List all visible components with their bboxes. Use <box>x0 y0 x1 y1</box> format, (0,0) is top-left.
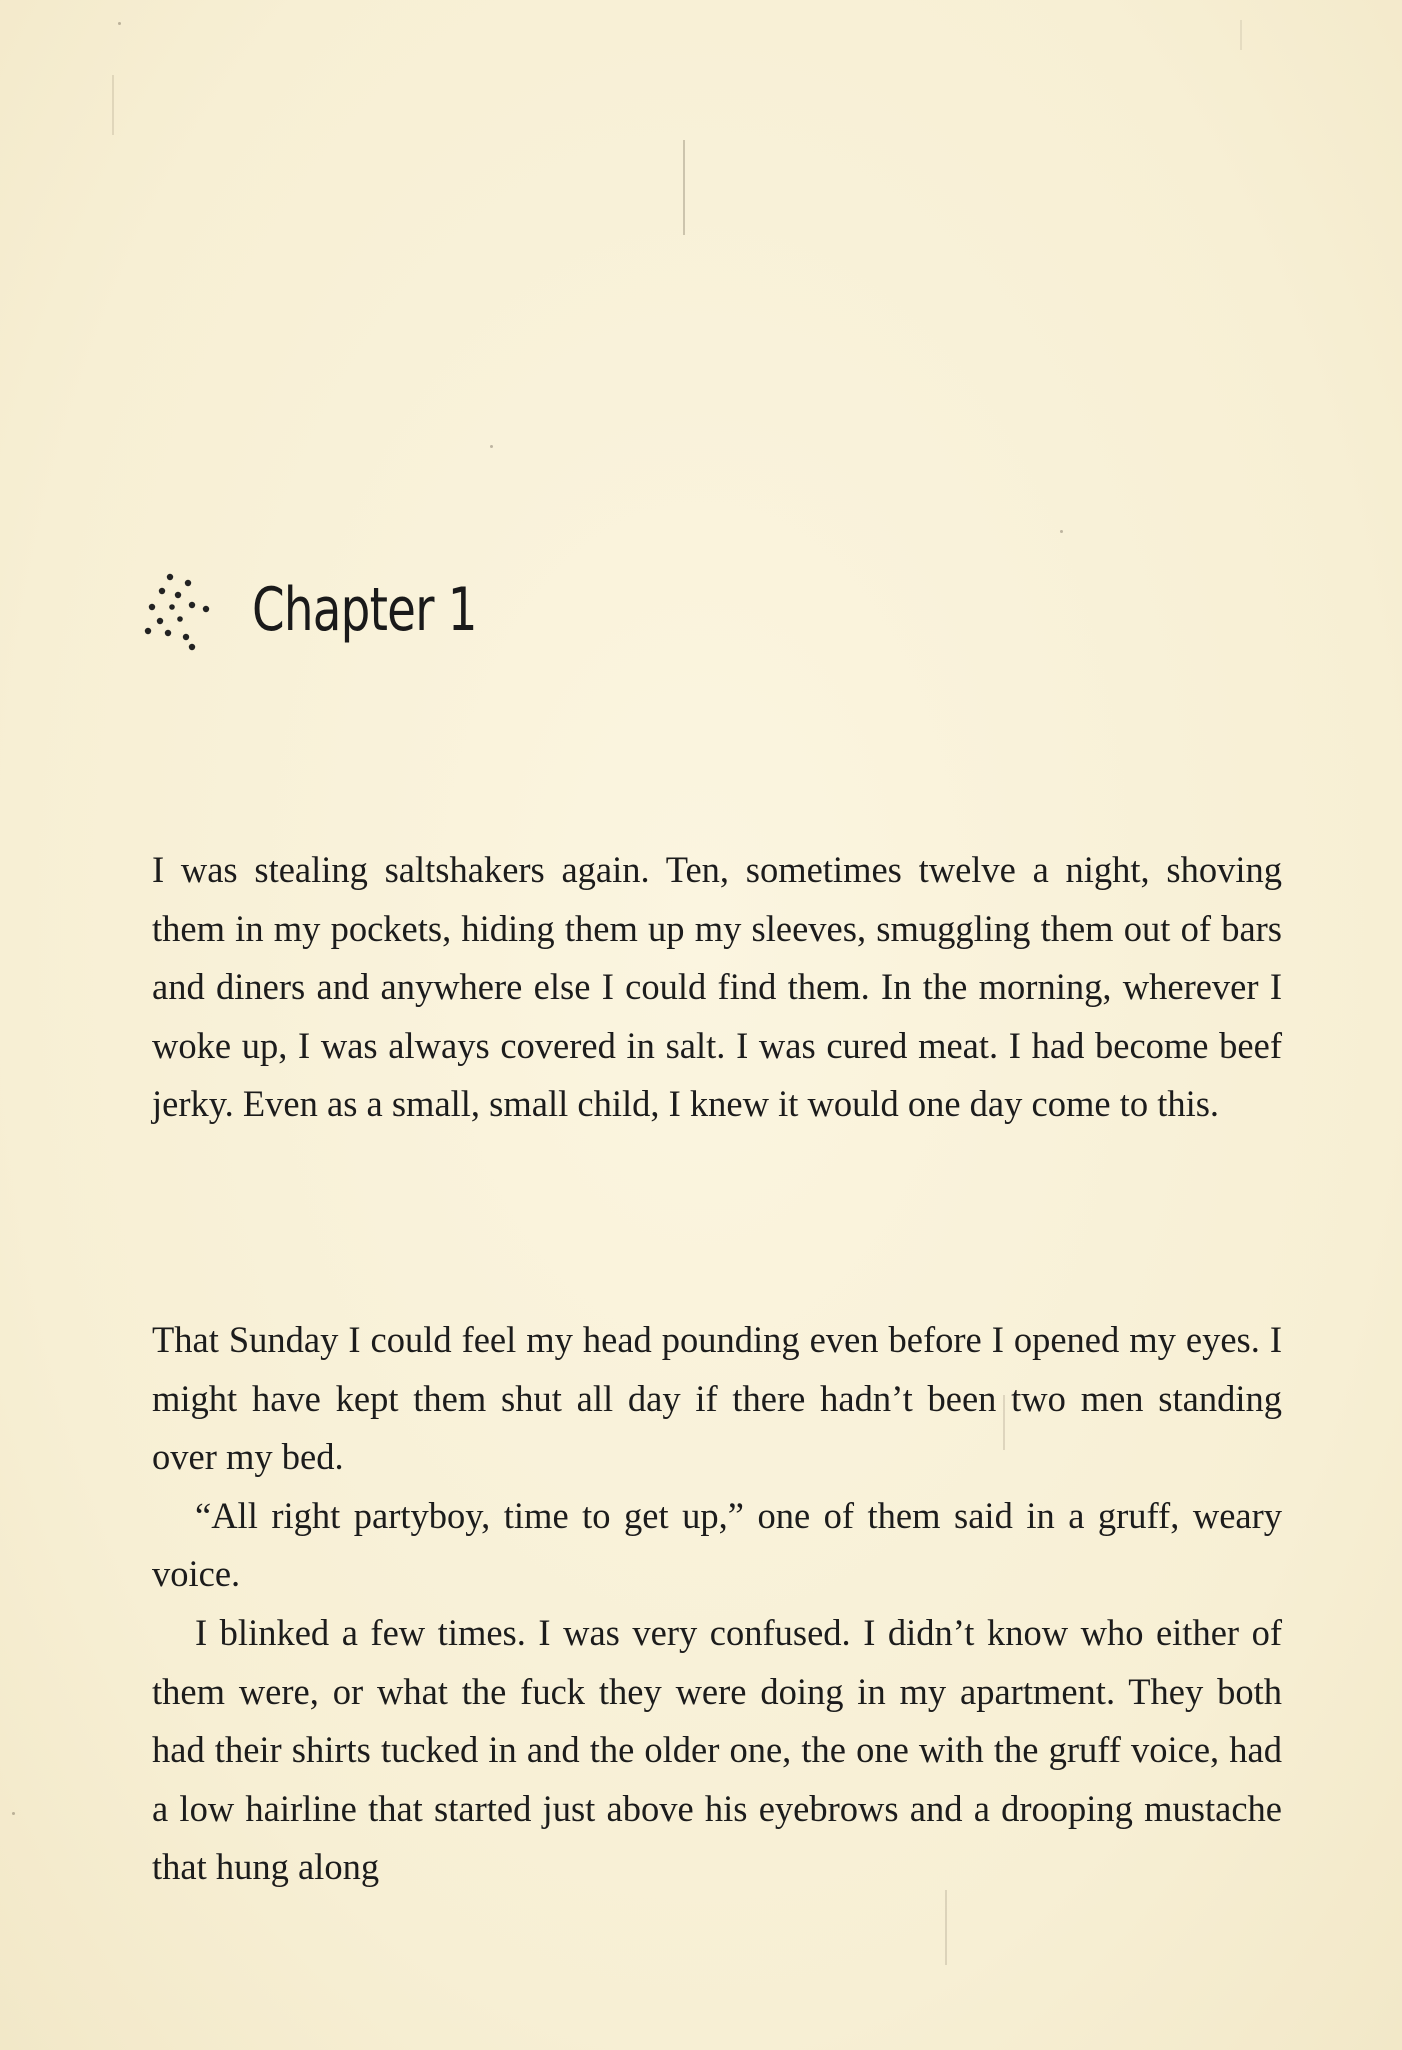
paragraph: That Sunday I could feel my head pounding even before I opened my eyes. I might have kept them shut all day if there hadn’t been two men standing over my bed. <box>152 1319 1282 1478</box>
chapter-title: Chapter 1 <box>252 575 477 645</box>
paragraph: I blinked a few times. I was very confused. I didn’t know who either of them were, or what the fuck they were doing in my apartment. They both had their shirts tucked in and the older one, the one with the gruff voice, had a low hairline that started just above his eyebrows and a drooping mustache that hung along <box>152 1611 1282 1888</box>
chapter-heading <box>140 565 540 655</box>
paper-speck <box>490 445 493 448</box>
paper-scratch <box>945 1890 947 1965</box>
paper-speck <box>118 22 121 25</box>
paper-scratch <box>1240 20 1242 50</box>
paper-scratch <box>683 140 685 235</box>
section-two <box>152 1311 1282 1897</box>
paragraph: I was stealing saltshakers again. Ten, sometimes twelve a night, shoving them in my pockets, hiding them up my sleeves, smuggling them out of bars and diners and anywhere else I could find them. In the morning, wherever I woke up, I was always covered in salt. I was cured meat. I had become beef jerky. Even as a small, small child, I knew it would one day come to this. <box>152 849 1282 1125</box>
section-one <box>152 841 1282 1134</box>
paper-speck <box>12 1812 15 1815</box>
paper-scratch <box>112 75 114 135</box>
dotted-star-ornament-icon <box>140 565 230 655</box>
paper-speck <box>1060 530 1063 533</box>
paragraph: “All right partyboy, time to get up,” one of them said in a gruff, weary voice. <box>152 1494 1282 1595</box>
